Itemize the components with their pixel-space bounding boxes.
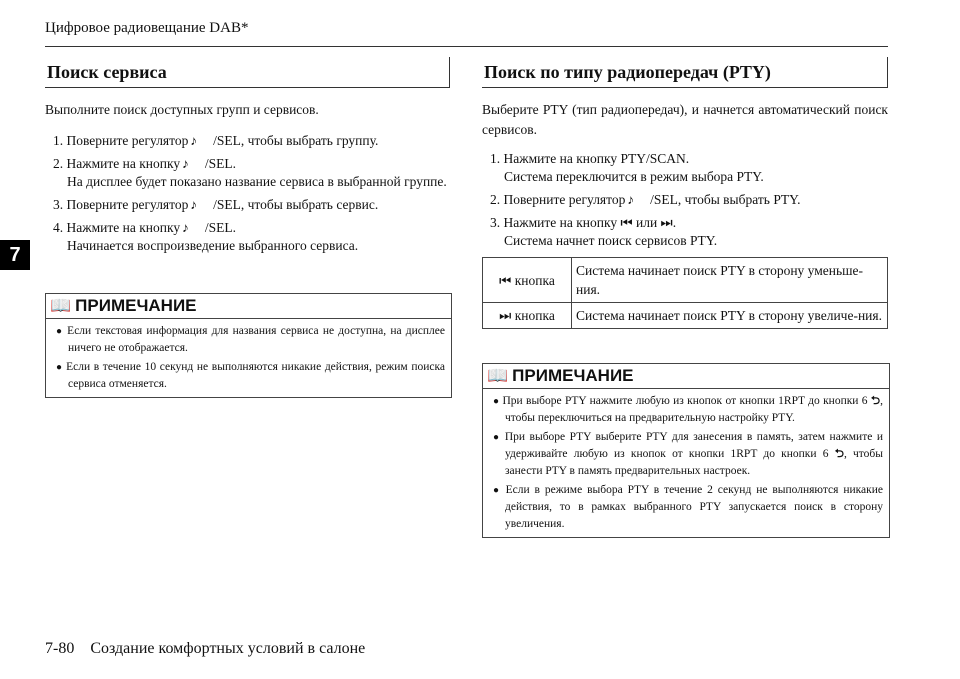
step-text: /SEL, чтобы выбрать группу. <box>213 133 379 148</box>
step-text: или <box>635 215 658 230</box>
skip-forward-icon: ⏭ <box>499 308 512 323</box>
step-number: 1. <box>53 133 64 148</box>
step-text: Нажмите на кнопку <box>503 215 618 230</box>
note-box <box>45 293 452 398</box>
step-item <box>45 132 450 150</box>
step-text: Поверните регулятор <box>66 197 189 212</box>
return-icon: ⮌ <box>870 395 881 407</box>
table-row <box>483 303 888 329</box>
table-row <box>483 258 888 303</box>
page-footer <box>45 640 365 658</box>
step-text: Нажмите на кнопку <box>66 156 181 171</box>
step-item <box>45 219 450 255</box>
step-item <box>45 155 450 191</box>
knob-icon: ♪ <box>190 133 198 148</box>
step-subtext: Система начнет поиск сервисов PTY. <box>504 233 718 248</box>
step-text: . <box>672 215 677 230</box>
skip-back-icon: ⏮ <box>620 215 633 230</box>
note-title: ПРИМЕЧАНИЕ <box>75 296 197 315</box>
step-text: /SEL. <box>204 156 236 171</box>
step-subtext: На дисплее будет показано название сервиса в выбранной группе. <box>67 174 447 189</box>
left-column <box>45 57 450 260</box>
intro-text: Выберите PTY (тип радиопередач), и начнется автоматический поиск сервисов. <box>482 102 888 137</box>
step-item <box>45 196 450 214</box>
chapter-title: Создание комфортных условий в салоне <box>90 640 366 657</box>
button-table <box>482 257 888 329</box>
right-column <box>482 57 888 255</box>
knob-icon: ♪ <box>182 156 189 171</box>
section-title: Поиск по типу радиопередач (PTY) <box>482 57 888 88</box>
step-subtext: Система переключится в режим выбора PTY. <box>504 169 764 184</box>
step-number: 3. <box>490 215 501 230</box>
button-label: кнопка <box>514 308 555 323</box>
step-item <box>482 150 888 186</box>
step-item <box>482 191 888 209</box>
running-header: Цифровое радиовещание DAB* <box>45 20 249 36</box>
book-icon: 📖 <box>487 366 509 385</box>
step-number: 2. <box>53 156 64 171</box>
note-item <box>493 393 883 427</box>
table-cell-button <box>483 303 572 329</box>
intro-text: Выполните поиск доступных групп и сервисов. <box>45 102 319 117</box>
note-text: Если в режиме выбора PTY в течение 2 секунд не выполняются никакие действия, то в рамках выбранного PTY запускается поиск в сторону увеличения. <box>505 484 884 530</box>
note-text: При выборе PTY выберите PTY для занесения в память, затем нажмите и удерживайте любую из кнопок от кнопки 1RPT до кнопки 6 <box>504 431 883 460</box>
note-header <box>46 294 451 319</box>
note-box <box>482 363 890 538</box>
note-title: ПРИМЕЧАНИЕ <box>512 366 634 385</box>
table-cell-desc: Система начинает поиск PTY в сторону увеличе-ния. <box>572 303 888 329</box>
page-number: 7-80 <box>45 640 75 657</box>
button-label: кнопка <box>514 272 555 288</box>
step-text: /SEL. <box>204 220 236 235</box>
steps-list <box>482 150 888 250</box>
step-number: 3. <box>53 197 64 212</box>
return-icon: ⮌ <box>834 448 844 460</box>
step-text: /SEL, чтобы выбрать PTY. <box>650 192 801 207</box>
step-number: 2. <box>490 192 501 207</box>
skip-forward-icon: ⏭ <box>660 215 673 230</box>
note-item <box>493 482 883 533</box>
book-icon: 📖 <box>50 296 72 315</box>
note-item: ● Если текстовая информация для названия сервиса не доступна, на дисплее ничего не отображается. <box>56 323 445 357</box>
step-subtext: Начинается воспроизведение выбранного сервиса. <box>67 238 359 253</box>
note-header <box>483 364 889 389</box>
step-text: Поверните регулятор <box>503 192 626 207</box>
step-text: Нажмите на кнопку PTY/SCAN. <box>503 151 690 166</box>
step-item <box>482 214 888 250</box>
step-number: 4. <box>53 220 64 235</box>
steps-list <box>45 132 450 255</box>
knob-icon: ♪ <box>182 220 189 235</box>
skip-back-icon: ⏮ <box>499 272 512 288</box>
note-text: , чтобы занести PTY в память предварительных настроек. <box>505 448 884 477</box>
knob-icon: ♪ <box>627 192 635 207</box>
step-number: 1. <box>490 151 501 166</box>
table-cell-button <box>483 258 572 303</box>
note-text: При выборе PTY нажмите любую из кнопок от кнопки 1RPT до кнопки 6 <box>502 395 868 407</box>
header-divider <box>45 46 888 47</box>
note-item: ● Если в течение 10 секунд не выполняются никакие действия, режим поиска сервиса отменяется. <box>56 359 445 393</box>
knob-icon: ♪ <box>190 197 198 212</box>
step-text: Поверните регулятор <box>66 133 189 148</box>
note-text: , чтобы переключиться на предварительную настройку PTY. <box>505 395 883 424</box>
step-text: /SEL, чтобы выбрать сервис. <box>213 197 379 212</box>
table-cell-desc: Система начинает поиск PTY в сторону уменьше-ния. <box>572 258 888 303</box>
step-text: Нажмите на кнопку <box>66 220 181 235</box>
section-title: Поиск сервиса <box>45 57 450 88</box>
note-item <box>493 429 883 480</box>
chapter-tab: 7 <box>0 240 30 270</box>
